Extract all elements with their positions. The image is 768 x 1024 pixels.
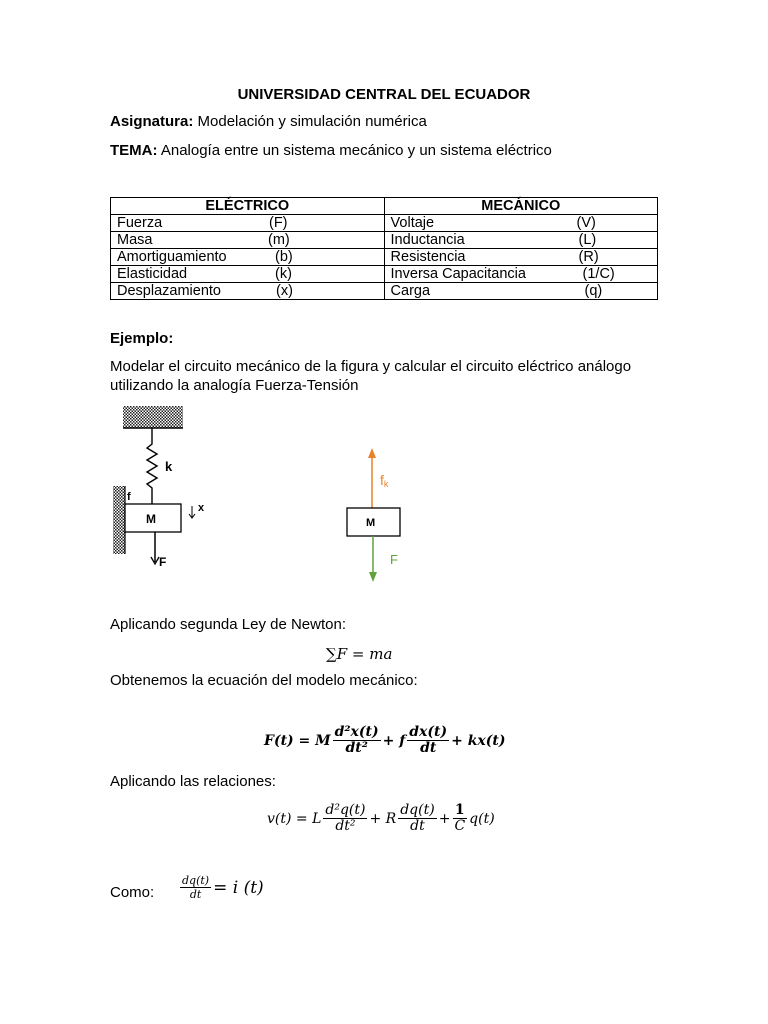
newton-text: Aplicando segunda Ley de Newton:: [110, 616, 347, 633]
left-symbol: (x): [276, 283, 293, 299]
rel-term1-num: d²q(t): [325, 802, 366, 818]
right-symbol: (1/C): [582, 266, 615, 282]
como-num: dq(t): [182, 874, 210, 887]
table-row: [111, 283, 658, 300]
header-electric: ELÉCTRICO: [111, 198, 385, 215]
right-symbol: (R): [578, 249, 599, 265]
rel-tail: q(t): [469, 810, 495, 827]
topic-label: TEMA:: [110, 142, 158, 159]
left-symbol: (m): [268, 232, 290, 248]
example-para-line2: utilizando la analogía Fuerza-Tensión: [110, 377, 359, 394]
topic-value: Analogía entre un sistema mecánico y un sistema eléctrico: [160, 142, 552, 159]
mech-eq-term1-num: d²x(t): [334, 724, 379, 740]
rel-term2-den: dt: [410, 818, 425, 834]
table-row: [111, 232, 658, 249]
mech-eq-term1-den: dt²: [345, 740, 368, 756]
mech-eq-lhs: F(t) = M: [264, 732, 331, 749]
rel-plus: +: [438, 810, 451, 827]
displacement-label: x: [198, 502, 205, 514]
mechanical-equation: [264, 725, 506, 756]
university-title: UNIVERSIDAD CENTRAL DEL ECUADOR: [237, 86, 531, 103]
mass-label: M: [146, 512, 156, 526]
fbd-force-label: F: [390, 552, 398, 567]
table-header-row: [111, 198, 658, 215]
relations-text: Aplicando las relaciones:: [110, 773, 276, 790]
left-symbol: (b): [275, 249, 293, 265]
subject-line: [110, 113, 427, 130]
left-name: Elasticidad: [117, 266, 188, 282]
table-row: [111, 266, 658, 283]
newton-equation: ∑F = ma: [326, 645, 393, 663]
ceiling: [123, 406, 183, 428]
table-row: [111, 215, 658, 232]
mech-eq-term2: [407, 725, 449, 756]
right-symbol: (q): [584, 283, 603, 299]
left-name: Desplazamiento: [117, 283, 221, 299]
como-den: dt: [189, 888, 202, 901]
left-symbol: (F): [269, 215, 288, 231]
como-rhs: = i (t): [213, 877, 264, 898]
force-label: F: [159, 555, 167, 569]
right-name: Resistencia: [390, 249, 466, 265]
fbd-mass-label: M: [366, 517, 376, 529]
spring-label: k: [165, 459, 173, 474]
fbd-fk-label: fk: [380, 472, 389, 489]
rel-term2: [398, 803, 436, 834]
mechanical-diagram: [100, 400, 430, 590]
subject-label: Asignatura:: [110, 113, 194, 130]
right-name: Inductancia: [390, 232, 465, 248]
header-mechanic: MECÁNICO: [384, 198, 657, 215]
mech-eq-term1: [333, 725, 381, 756]
right-symbol: (V): [576, 215, 596, 231]
rel-term2-num: dq(t): [400, 802, 435, 818]
right-symbol: (L): [578, 232, 597, 248]
right-name: Carga: [390, 283, 431, 299]
example-para-line1: Modelar el circuito mecánico de la figura y calcular el circuito eléctrico análogo: [110, 358, 632, 375]
left-name: Fuerza: [117, 215, 163, 231]
obtain-text: Obtenemos la ecuación del modelo mecánico:: [110, 672, 418, 689]
mech-eq-term2-den: dt: [420, 740, 437, 756]
como-fraction: [180, 874, 211, 901]
mech-eq-term2-num: dx(t): [409, 724, 448, 740]
left-name: Masa: [117, 232, 153, 248]
spring: [147, 428, 157, 504]
rel-plus-r: + R: [369, 810, 397, 827]
topic-line: [110, 142, 552, 159]
rel-term3: [452, 803, 467, 834]
mech-eq-plus-f: + f: [382, 732, 406, 749]
como-equation: [178, 874, 264, 901]
rel-term3-den: C: [454, 818, 466, 834]
right-name: Voltaje: [390, 215, 435, 231]
analogy-table: [110, 197, 658, 300]
rel-term1-den: dt²: [335, 818, 356, 834]
rel-term1: [323, 803, 367, 834]
example-heading: Ejemplo:: [110, 330, 174, 347]
right-name: Inversa Capacitancia: [390, 266, 526, 282]
mech-eq-tail: + kx(t): [451, 732, 506, 749]
wall: [113, 486, 125, 554]
subject-value: Modelación y simulación numérica: [197, 113, 427, 130]
como-text: Como:: [110, 884, 155, 901]
rel-term3-num: 1: [454, 802, 465, 818]
friction-label: f: [127, 491, 131, 503]
table-row: [111, 249, 658, 266]
relation-equation: [267, 803, 495, 834]
left-symbol: (k): [275, 266, 292, 282]
rel-lhs: v(t) = L: [267, 810, 322, 827]
left-name: Amortiguamiento: [117, 249, 227, 265]
